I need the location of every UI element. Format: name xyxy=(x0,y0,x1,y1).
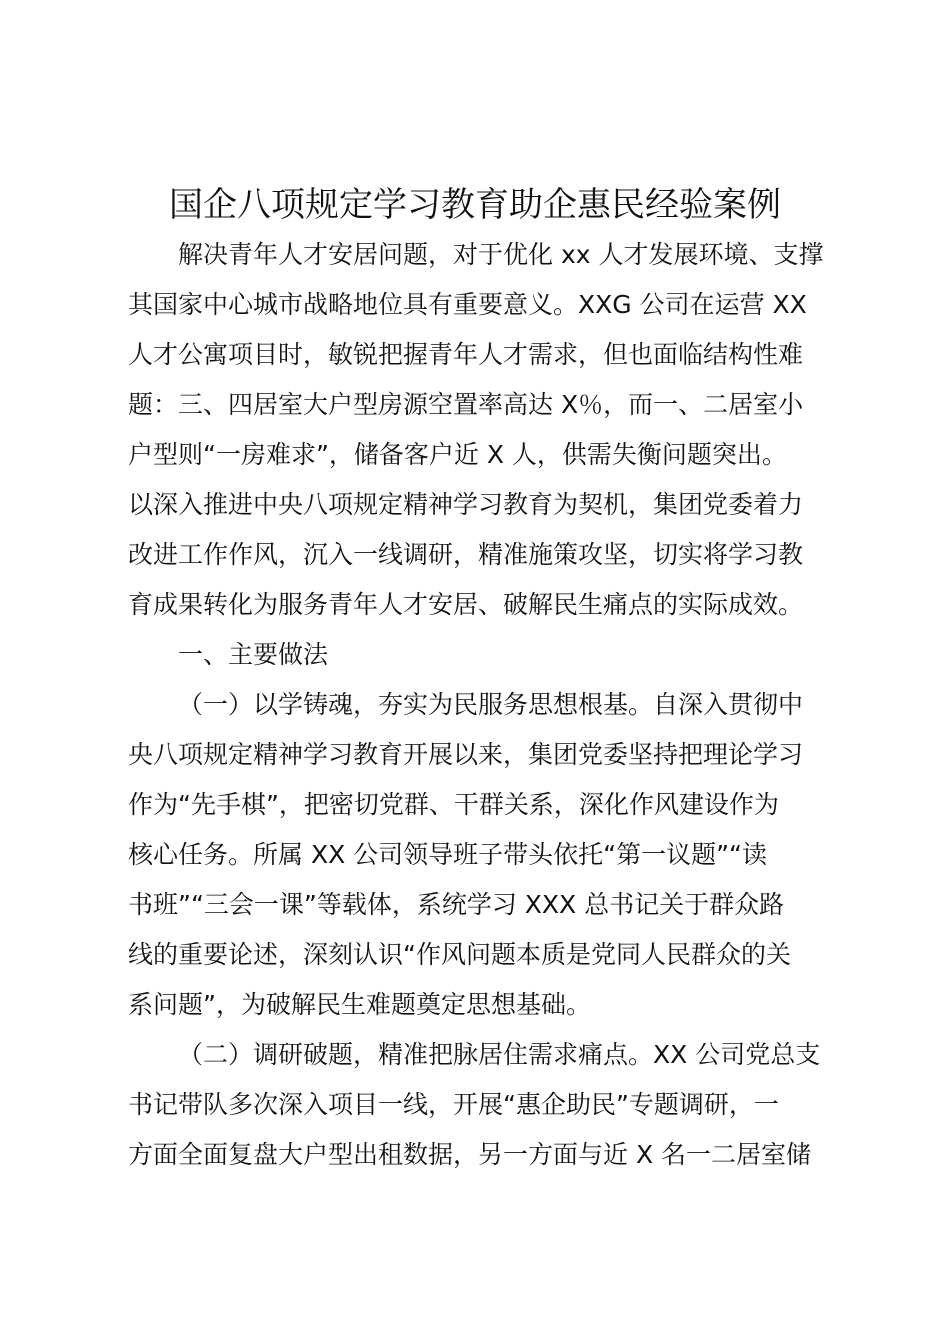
paragraph-line: 系问题”，为破解民生难题奠定思想基础。 xyxy=(128,990,591,1019)
paragraph-line: 央八项规定精神学习教育开展以来，集团党委坚持把理论学习 xyxy=(128,740,804,769)
paragraph-line: （二）调研破题，精准把脉居住需求痛点。XX 公司党总支 xyxy=(178,1040,821,1069)
paragraph-line: 核心任务。所属 XX 公司领导班子带头依托“第一议题”“读 xyxy=(128,840,768,869)
paragraph-line: 育成果转化为服务青年人才安居、破解民生痛点的实际成效。 xyxy=(128,590,804,619)
document-title: 国企八项规定学习教育助企惠民经验案例 xyxy=(169,185,781,225)
paragraph-line: 作为“先手棋”，把密切党群、干群关系，深化作风建设作为 xyxy=(128,790,779,819)
paragraph-line: 改进工作作风，沉入一线调研，精准施策攻坚，切实将学习教 xyxy=(128,540,804,569)
paragraph-line: 线的重要论述，深刻认识“作风问题本质是党同人民群众的关 xyxy=(128,940,791,969)
section-heading: 一、主要做法 xyxy=(178,640,329,669)
paragraph-line: 方面全面复盘大户型出租数据，另一方面与近 X 名一二居室储 xyxy=(128,1140,812,1169)
paragraph-line: 其国家中心城市战略地位具有重要意义。XXG 公司在运营 XX xyxy=(128,290,807,319)
paragraph-line: （一）以学铸魂，夯实为民服务思想根基。自深入贯彻中 xyxy=(178,690,804,719)
paragraph-line: 以深入推进中央八项规定精神学习教育为契机，集团党委着力 xyxy=(128,490,804,519)
paragraph-line: 人才公寓项目时，敏锐把握青年人才需求，但也面临结构性难 xyxy=(128,340,804,369)
paragraph-line: 户型则“一房难求”，储备客户近 X 人，供需失衡问题突出。 xyxy=(128,440,787,469)
paragraph-line: 书记带队多次深入项目一线，开展“惠企助民”专题调研，一 xyxy=(128,1090,779,1119)
paragraph-line: 题：三、四居室大户型房源空置率高达 X％，而一、二居室小 xyxy=(128,390,804,419)
paragraph-line: 书班”“三会一课”等载体，系统学习 XXX 总书记关于群众路 xyxy=(128,890,785,919)
paragraph-line: 解决青年人才安居问题，对于优化 xx 人才发展环境、支撑 xyxy=(178,240,824,269)
